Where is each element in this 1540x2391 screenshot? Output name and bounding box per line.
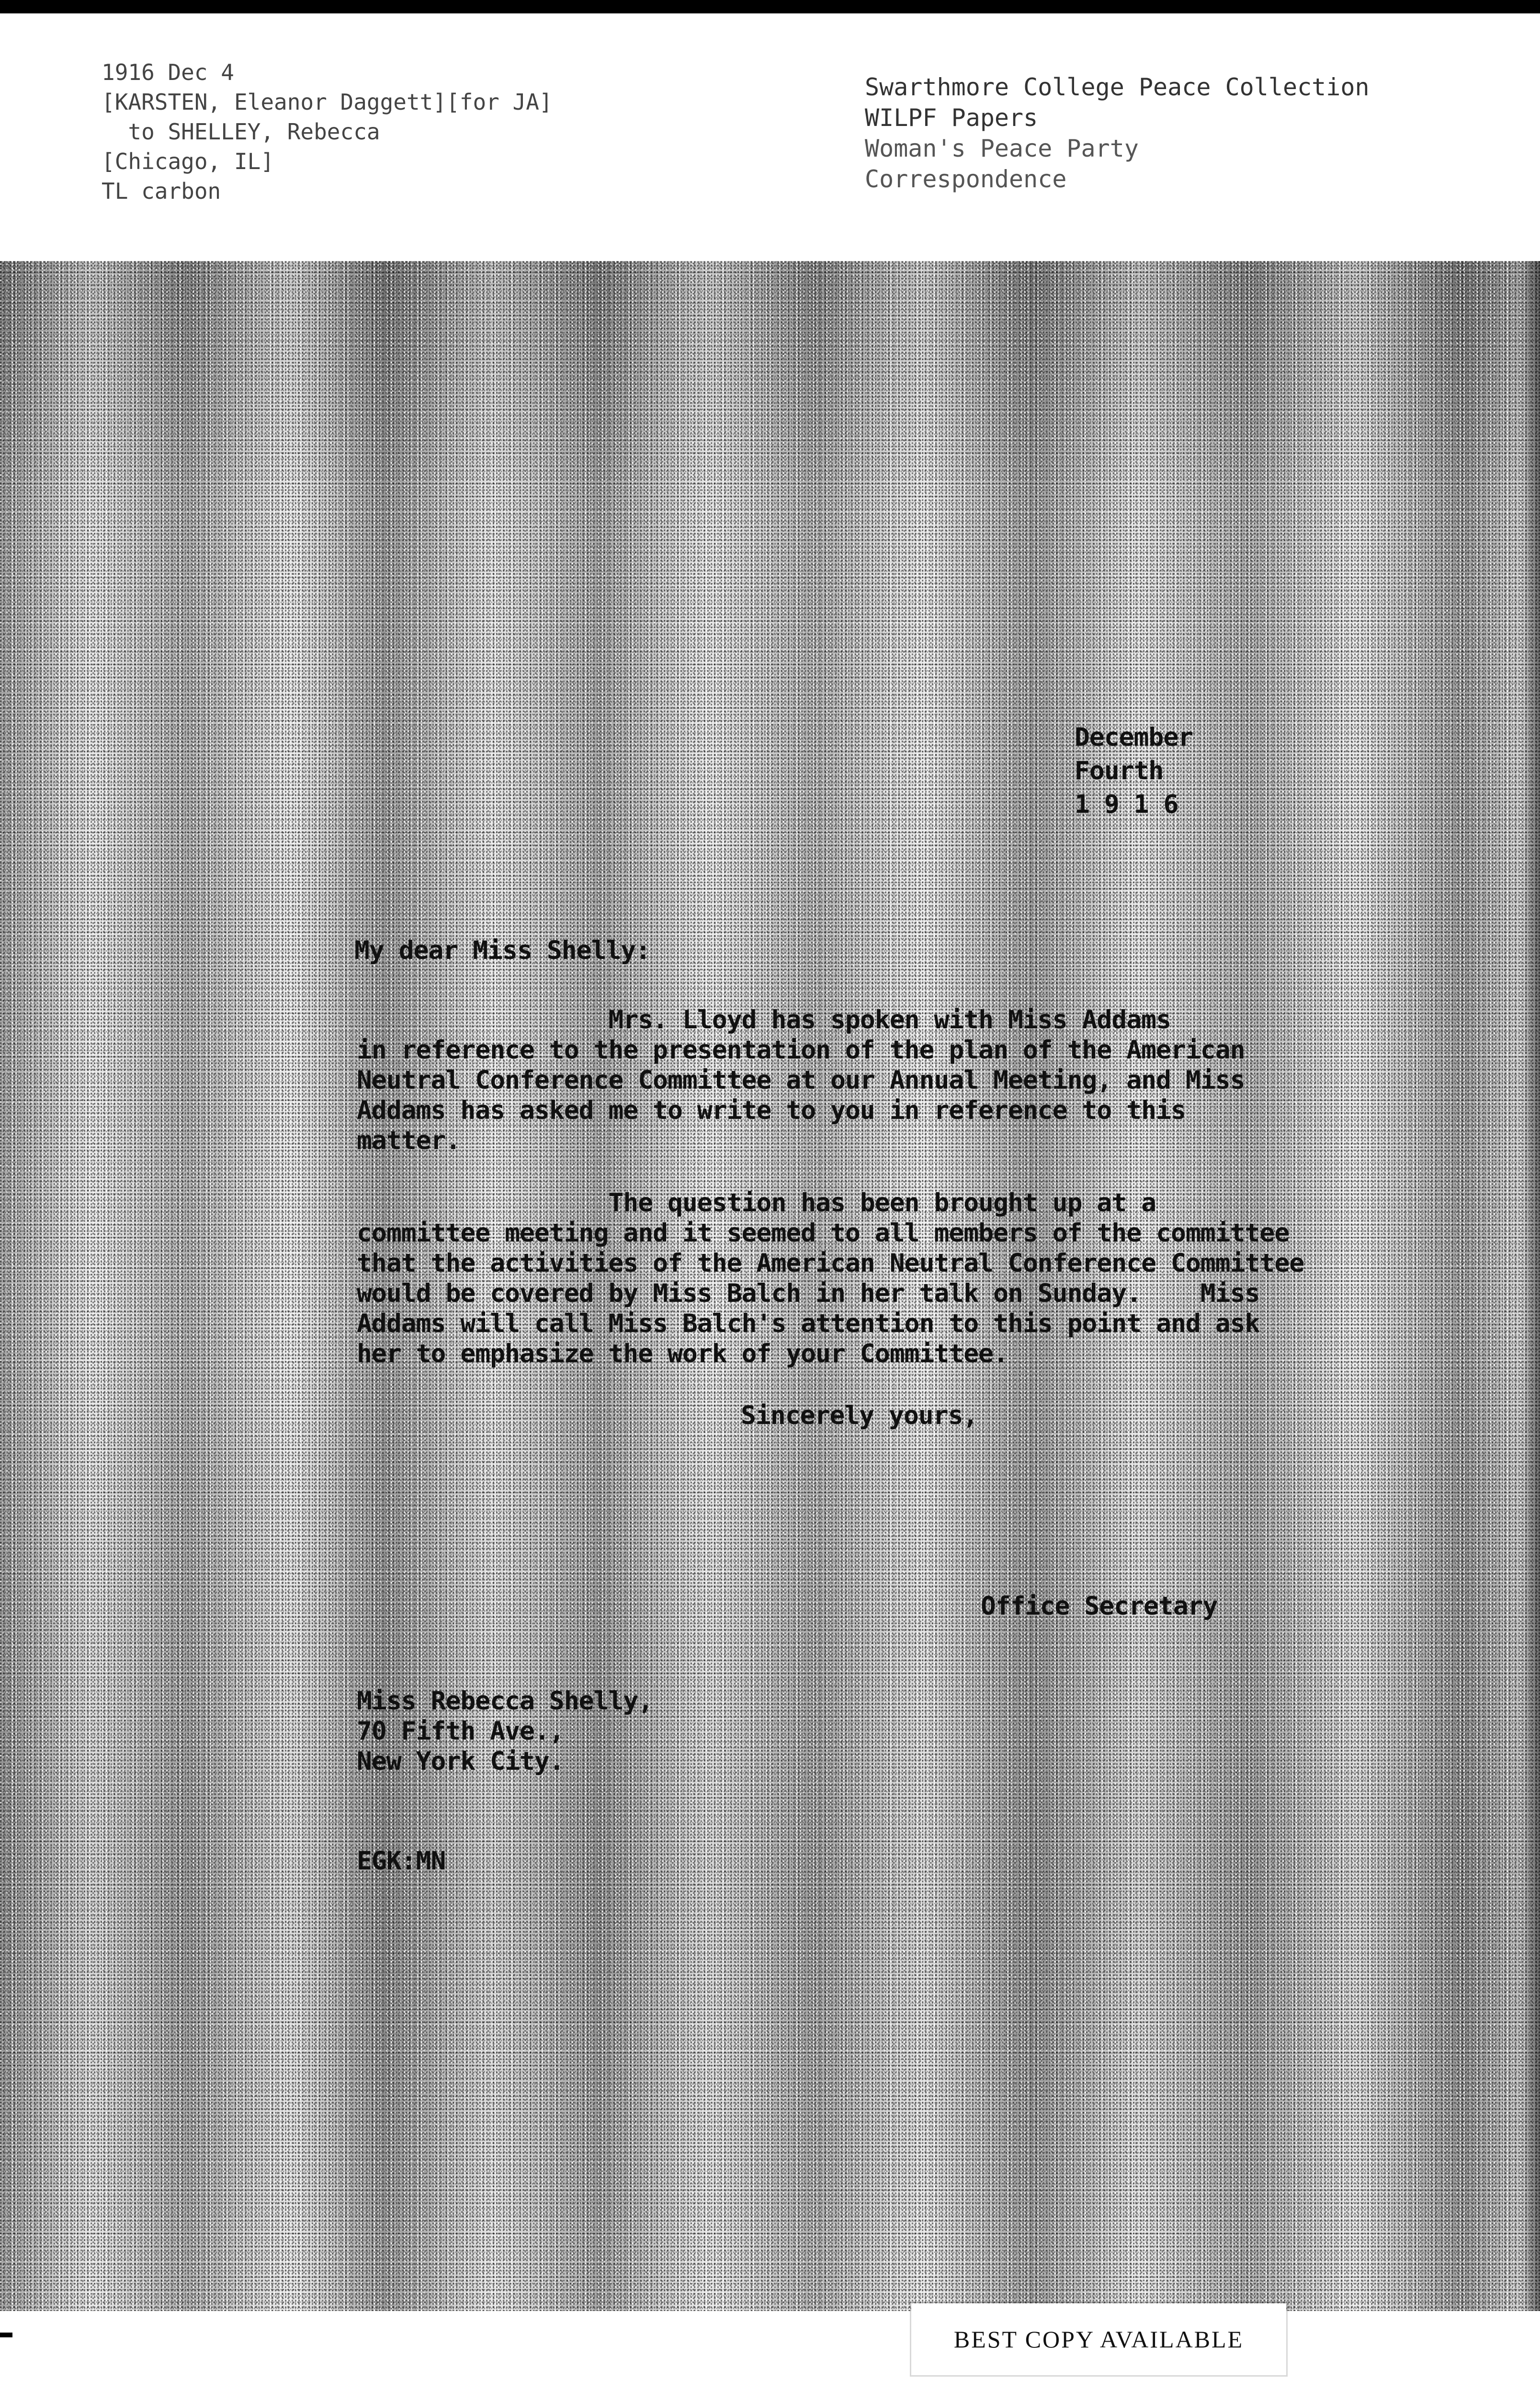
letter-date-month: December xyxy=(1075,723,1193,752)
paragraph-line: committee meeting and it seemed to all members of the committee xyxy=(357,1218,1290,1248)
letter-date xyxy=(1075,721,1193,821)
typist-initials: EGK:MN xyxy=(357,1846,446,1876)
paragraph-line: The question has been brought up at a xyxy=(357,1188,1156,1218)
letter-salutation: My dear Miss Shelly: xyxy=(354,936,651,965)
address-street: 70 Fifth Ave., xyxy=(357,1717,564,1746)
paragraph-line: Mrs. Lloyd has spoken with Miss Addams xyxy=(357,1005,1171,1035)
metadata-format: TL carbon xyxy=(102,178,221,204)
metadata-date: 1916 Dec 4 xyxy=(102,59,234,85)
paragraph-line: in reference to the presentation of the plan of the American xyxy=(357,1036,1245,1065)
letter-date-day: Fourth xyxy=(1075,756,1164,786)
collection-folder: Correspondence xyxy=(865,165,1067,193)
letter-date-year: 1 9 1 6 xyxy=(1075,790,1178,819)
scan-corner-mark xyxy=(0,2333,12,2337)
recipient-address xyxy=(357,1686,653,1776)
best-copy-stamp: BEST COPY AVAILABLE xyxy=(911,2303,1286,2375)
metadata-recipient: to SHELLEY, Rebecca xyxy=(102,119,380,145)
paragraph-line: Addams will call Miss Balch's attention to this point and ask xyxy=(357,1309,1260,1338)
paragraph-line: her to emphasize the work of your Committee. xyxy=(357,1339,1008,1368)
paragraph-line: would be covered by Miss Balch in her talk on Sunday. Miss xyxy=(357,1279,1260,1308)
paragraph-line: that the activities of the American Neutral Conference Committee xyxy=(357,1249,1304,1278)
metadata-place: [Chicago, IL] xyxy=(102,148,274,174)
letter-signature: Office Secretary xyxy=(981,1592,1218,1621)
collection-series: WILPF Papers xyxy=(865,104,1038,132)
scan-top-edge xyxy=(0,0,1540,13)
letter-paragraph-1 xyxy=(357,1005,1245,1156)
paragraph-line: matter. xyxy=(357,1126,461,1155)
paragraph-line: Addams has asked me to write to you in reference to this xyxy=(357,1096,1186,1125)
collection-name: Swarthmore College Peace Collection xyxy=(865,73,1370,101)
paragraph-line: Neutral Conference Committee at our Annual Meeting, and Miss xyxy=(357,1066,1245,1095)
letter-closing: Sincerely yours, xyxy=(741,1401,978,1430)
collection-subseries: Woman's Peace Party xyxy=(865,135,1139,162)
collection-label xyxy=(865,72,1370,194)
scan-right-edge xyxy=(1521,261,1540,2311)
archive-metadata xyxy=(102,57,553,206)
letter-paragraph-2 xyxy=(357,1188,1304,1369)
metadata-author: [KARSTEN, Eleanor Daggett][for JA] xyxy=(102,89,553,115)
address-city: New York City. xyxy=(357,1747,564,1776)
address-name: Miss Rebecca Shelly, xyxy=(357,1686,653,1716)
